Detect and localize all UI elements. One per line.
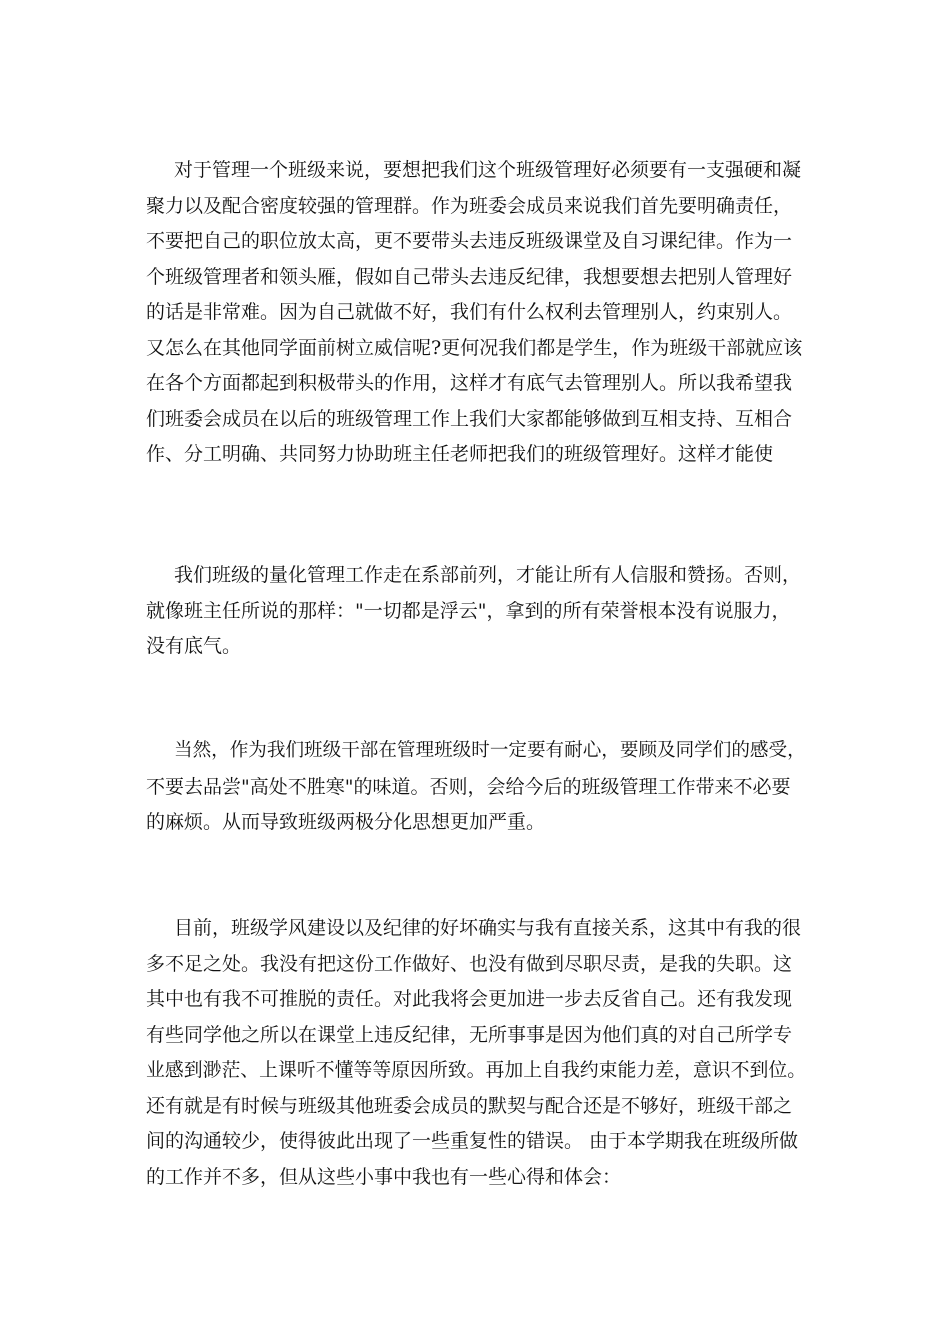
- text-line: 作、分工明确、共同努力协助班主任老师把我们的班级管理好。这样才能使: [146, 443, 774, 465]
- text-line: 聚力以及配合密度较强的管理群。作为班委会成员来说我们首先要明确责任，: [146, 195, 793, 217]
- text-line: 还有就是有时候与班级其他班委会成员的默契与配合还是不够好，班级干部之: [146, 1095, 793, 1117]
- text-line: 就像班主任所说的那样："一切都是浮云"，拿到的所有荣誉根本没有说服力，: [146, 600, 791, 622]
- text-line: 不要去品尝"高处不胜寒"的味道。否则，会给今后的班级管理工作带来不必要: [146, 776, 791, 798]
- text-line: 在各个方面都起到积极带头的作用，这样才有底气去管理别人。所以我希望我: [146, 372, 793, 394]
- text-line: 个班级管理者和领头雁，假如自己带头去违反纪律，我想要想去把别人管理好: [146, 266, 793, 288]
- text-line: 当然，作为我们班级干部在管理班级时一定要有耐心，要顾及同学们的感受，: [174, 740, 806, 761]
- text-line: 又怎么在其他同学面前树立威信呢?更何况我们都是学生，作为班级干部就应该: [146, 337, 803, 359]
- text-line: 多不足之处。我没有把这份工作做好、也没有做到尽职尽责，是我的失职。这: [146, 953, 793, 975]
- text-line: 不要把自己的职位放太高，更不要带头去违反班级课堂及自习课纪律。作为一: [146, 230, 793, 252]
- text-line: 有些同学他之所以在课堂上违反纪律，无所事事是因为他们真的对自己所学专: [146, 1024, 793, 1046]
- text-line: 业感到渺茫、上课听不懂等等原因所致。再加上自我约束能力差，意识不到位。: [146, 1059, 807, 1081]
- text-line: 目前，班级学风建设以及纪律的好坏确实与我有直接关系，这其中有我的很: [174, 917, 802, 939]
- text-line: 其中也有我不可推脱的责任。对此我将会更加进一步去反省自己。还有我发现: [146, 988, 793, 1010]
- text-line: 们班委会成员在以后的班级管理工作上我们大家都能够做到互相支持、互相合: [146, 408, 793, 430]
- text-line: 的麻烦。从而导致班级两极分化思想更加严重。: [146, 811, 546, 833]
- text-line: 我们班级的量化管理工作走在系部前列，才能让所有人信服和赞扬。否则，: [174, 564, 802, 586]
- text-line: 没有底气。: [146, 635, 242, 657]
- text-line: 的工作并不多，但从这些小事中我也有一些心得和体会：: [146, 1166, 622, 1188]
- text-line: 的话是非常难。因为自己就做不好，我们有什么权利去管理别人，约束别人。: [146, 301, 793, 323]
- text-line: 间的沟通较少，使得彼此出现了一些重复性的错误。 由于本学期我在班级所做: [146, 1130, 799, 1152]
- text-line: 对于管理一个班级来说，要想把我们这个班级管理好必须要有一支强硬和凝: [174, 159, 802, 181]
